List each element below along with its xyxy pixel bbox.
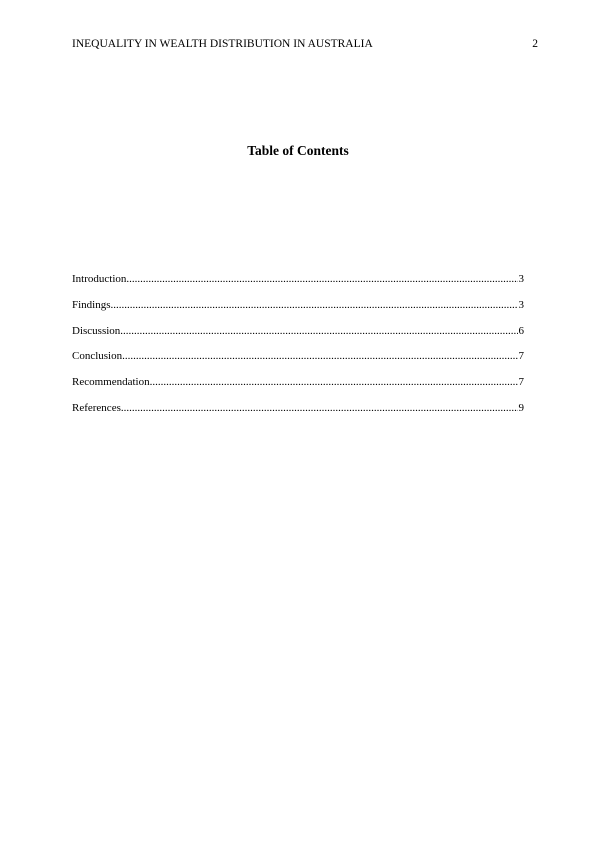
toc-entry-label: Discussion [72, 324, 121, 337]
toc-entry-page: 6 [518, 324, 524, 337]
toc-entry-page: 7 [518, 376, 524, 389]
toc-entry-label: Introduction [72, 273, 127, 285]
table-of-contents [72, 272, 524, 427]
dot-leader [120, 324, 517, 338]
page-number: 2 [532, 38, 538, 50]
toc-heading: Table of Contents [247, 143, 349, 158]
toc-entry-label: References [72, 401, 121, 414]
toc-entry-conclusion[interactable] [72, 349, 524, 375]
running-title: INEQUALITY IN WEALTH DISTRIBUTION IN AUSTRALIA [72, 38, 373, 50]
dot-leader [126, 272, 517, 286]
toc-entry-label: Recommendation [72, 376, 150, 389]
toc-entry-label: Conclusion [72, 350, 123, 363]
toc-entry-label: Findings [72, 298, 111, 311]
toc-entry-findings[interactable] [72, 298, 524, 324]
toc-entry-page: 3 [518, 273, 524, 285]
toc-entry-discussion[interactable] [72, 324, 524, 350]
toc-entry-page: 7 [518, 350, 524, 363]
toc-entry-recommendation[interactable] [72, 375, 524, 401]
running-header [72, 37, 538, 51]
dot-leader [121, 401, 518, 415]
toc-entry-page: 3 [518, 298, 524, 311]
toc-entry-references[interactable] [72, 401, 524, 427]
toc-entry-introduction[interactable] [72, 272, 524, 298]
dot-leader [111, 298, 518, 312]
dot-leader [150, 375, 518, 389]
dot-leader [122, 349, 517, 363]
toc-entry-page: 9 [518, 401, 524, 414]
